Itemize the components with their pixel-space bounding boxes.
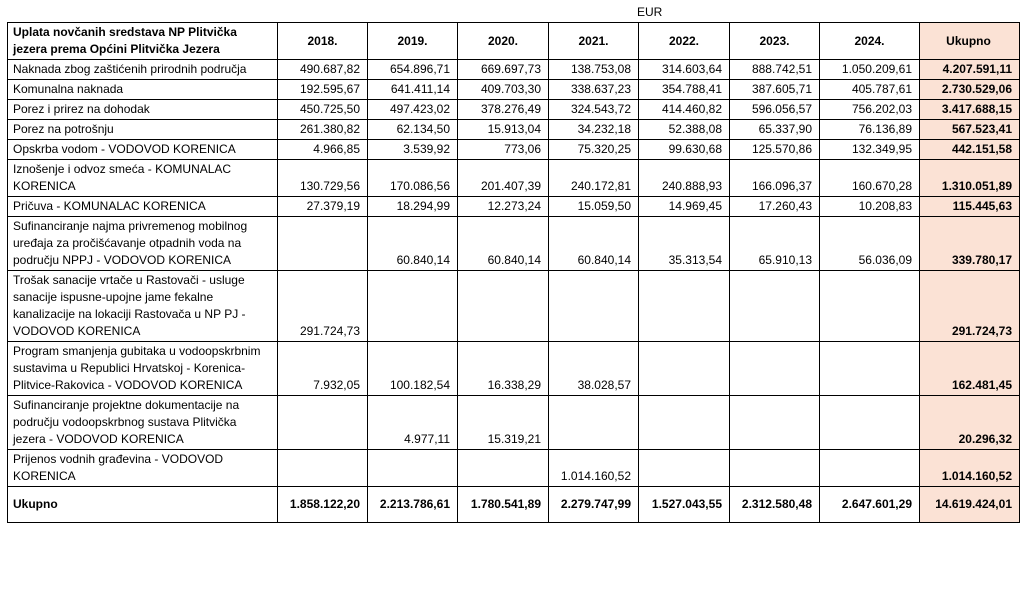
row-value [730, 271, 820, 342]
row-value: 27.379,19 [278, 197, 368, 217]
row-value [639, 396, 730, 450]
table-row [8, 197, 1020, 217]
table-body [8, 60, 1020, 487]
row-value: 405.787,61 [820, 80, 920, 100]
row-value: 65.337,90 [730, 120, 820, 140]
table-row [8, 100, 1020, 120]
header-year: 2021. [549, 23, 639, 60]
row-value: 3.539,92 [368, 140, 458, 160]
row-value: 4.966,85 [278, 140, 368, 160]
table-row [8, 217, 1020, 271]
row-value: 338.637,23 [549, 80, 639, 100]
row-value: 387.605,71 [730, 80, 820, 100]
header-year: 2022. [639, 23, 730, 60]
header-year: 2024. [820, 23, 920, 60]
row-value [730, 396, 820, 450]
row-total: 442.151,58 [920, 140, 1020, 160]
row-value: 641.411,14 [368, 80, 458, 100]
header-year: 2018. [278, 23, 368, 60]
row-value [820, 342, 920, 396]
row-total: 567.523,41 [920, 120, 1020, 140]
row-value [639, 342, 730, 396]
row-value: 132.349,95 [820, 140, 920, 160]
row-value [820, 396, 920, 450]
row-value: 773,06 [458, 140, 549, 160]
row-value: 669.697,73 [458, 60, 549, 80]
footer-value: 2.647.601,29 [820, 487, 920, 523]
row-value: 354.788,41 [639, 80, 730, 100]
row-value: 60.840,14 [458, 217, 549, 271]
row-value: 291.724,73 [278, 271, 368, 342]
row-value: 15.913,04 [458, 120, 549, 140]
row-value: 99.630,68 [639, 140, 730, 160]
row-value: 170.086,56 [368, 160, 458, 197]
header-total: Ukupno [920, 23, 1020, 60]
row-value: 240.888,93 [639, 160, 730, 197]
row-label: Trošak sanacije vrtače u Rastovači - usluge sanacije ispusne-upojne jame fekalne kanalizacije na lokaciji Rastovača u NP PJ - VODOVOD KORENICA [8, 271, 278, 342]
row-value [549, 396, 639, 450]
table-row [8, 342, 1020, 396]
footer-row [8, 487, 1020, 523]
header-year: 2020. [458, 23, 549, 60]
header-row [8, 23, 1020, 60]
row-value: 240.172,81 [549, 160, 639, 197]
row-value: 160.670,28 [820, 160, 920, 197]
row-value: 15.319,21 [458, 396, 549, 450]
row-total: 3.417.688,15 [920, 100, 1020, 120]
row-value: 756.202,03 [820, 100, 920, 120]
row-label: Prijenos vodnih građevina - VODOVOD KORENICA [8, 450, 278, 487]
row-value: 125.570,86 [730, 140, 820, 160]
row-value [368, 271, 458, 342]
table-row [8, 60, 1020, 80]
row-value: 7.932,05 [278, 342, 368, 396]
table-row [8, 160, 1020, 197]
row-value [730, 450, 820, 487]
row-value [639, 271, 730, 342]
row-value: 4.977,11 [368, 396, 458, 450]
table-footer [8, 487, 1020, 523]
table-row [8, 120, 1020, 140]
row-value: 1.050.209,61 [820, 60, 920, 80]
row-value: 12.273,24 [458, 197, 549, 217]
row-value: 16.338,29 [458, 342, 549, 396]
row-value: 35.313,54 [639, 217, 730, 271]
footer-value: 1.858.122,20 [278, 487, 368, 523]
row-value: 1.014.160,52 [549, 450, 639, 487]
table-header [8, 23, 1020, 60]
row-total: 1.310.051,89 [920, 160, 1020, 197]
row-label: Sufinanciranje projektne dokumentacije na području vodoopskrbnog sustava Plitvička jezera - VODOVOD KORENICA [8, 396, 278, 450]
table-row [8, 271, 1020, 342]
table-row [8, 450, 1020, 487]
row-value: 409.703,30 [458, 80, 549, 100]
row-label: Program smanjenja gubitaka u vodoopskrbnim sustavima u Republici Hrvatskoj - Korenica-Plitvice-Rakovica - VODOVOD KORENICA [8, 342, 278, 396]
row-value: 18.294,99 [368, 197, 458, 217]
row-value [278, 217, 368, 271]
row-value: 192.595,67 [278, 80, 368, 100]
row-value: 38.028,57 [549, 342, 639, 396]
footer-label: Ukupno [8, 487, 278, 523]
row-value: 14.969,45 [639, 197, 730, 217]
row-value: 76.136,89 [820, 120, 920, 140]
table-row [8, 396, 1020, 450]
row-value: 201.407,39 [458, 160, 549, 197]
row-label: Komunalna naknada [8, 80, 278, 100]
row-value [639, 450, 730, 487]
row-value: 65.910,13 [730, 217, 820, 271]
row-label: Porez i prirez na dohodak [8, 100, 278, 120]
row-total: 2.730.529,06 [920, 80, 1020, 100]
row-value: 60.840,14 [368, 217, 458, 271]
currency-label: EUR [637, 5, 663, 19]
row-value: 378.276,49 [458, 100, 549, 120]
row-value: 138.753,08 [549, 60, 639, 80]
row-value: 596.056,57 [730, 100, 820, 120]
row-value: 654.896,71 [368, 60, 458, 80]
table-row [8, 140, 1020, 160]
footer-value: 2.312.580,48 [730, 487, 820, 523]
row-value: 324.543,72 [549, 100, 639, 120]
row-value: 414.460,82 [639, 100, 730, 120]
row-value [730, 342, 820, 396]
row-value: 450.725,50 [278, 100, 368, 120]
row-value: 60.840,14 [549, 217, 639, 271]
row-value [278, 450, 368, 487]
row-value: 75.320,25 [549, 140, 639, 160]
row-value: 100.182,54 [368, 342, 458, 396]
row-value: 888.742,51 [730, 60, 820, 80]
row-value: 10.208,83 [820, 197, 920, 217]
row-value: 62.134,50 [368, 120, 458, 140]
row-label: Sufinanciranje najma privremenog mobilnog uređaja za pročišćavanje otpadnih voda na području NPPJ - VODOVOD KORENICA [8, 217, 278, 271]
row-value [458, 450, 549, 487]
row-label: Opskrba vodom - VODOVOD KORENICA [8, 140, 278, 160]
row-total: 162.481,45 [920, 342, 1020, 396]
row-value: 17.260,43 [730, 197, 820, 217]
row-label: Naknada zbog zaštićenih prirodnih područja [8, 60, 278, 80]
footer-value: 1.527.043,55 [639, 487, 730, 523]
row-value: 166.096,37 [730, 160, 820, 197]
row-value: 34.232,18 [549, 120, 639, 140]
row-total: 291.724,73 [920, 271, 1020, 342]
header-year: 2023. [730, 23, 820, 60]
header-label: Uplata novčanih sredstava NP Plitvička jezera prema Općini Plitvička Jezera [8, 23, 278, 60]
footer-value: 2.279.747,99 [549, 487, 639, 523]
row-label: Porez na potrošnju [8, 120, 278, 140]
row-label: Pričuva - KOMUNALAC KORENICA [8, 197, 278, 217]
row-label: Iznošenje i odvoz smeća - KOMUNALAC KORENICA [8, 160, 278, 197]
table-row [8, 80, 1020, 100]
row-value: 314.603,64 [639, 60, 730, 80]
row-value [278, 396, 368, 450]
row-value: 490.687,82 [278, 60, 368, 80]
row-value [368, 450, 458, 487]
row-value: 497.423,02 [368, 100, 458, 120]
footer-total: 14.619.424,01 [920, 487, 1020, 523]
payments-table [7, 22, 1020, 523]
row-value [820, 450, 920, 487]
row-value [549, 271, 639, 342]
footer-value: 2.213.786,61 [368, 487, 458, 523]
row-value: 56.036,09 [820, 217, 920, 271]
row-value: 261.380,82 [278, 120, 368, 140]
header-year: 2019. [368, 23, 458, 60]
row-value: 52.388,08 [639, 120, 730, 140]
row-total: 4.207.591,11 [920, 60, 1020, 80]
row-total: 20.296,32 [920, 396, 1020, 450]
row-value [820, 271, 920, 342]
row-total: 339.780,17 [920, 217, 1020, 271]
row-value: 15.059,50 [549, 197, 639, 217]
row-value: 130.729,56 [278, 160, 368, 197]
row-value [458, 271, 549, 342]
row-total: 115.445,63 [920, 197, 1020, 217]
footer-value: 1.780.541,89 [458, 487, 549, 523]
row-total: 1.014.160,52 [920, 450, 1020, 487]
